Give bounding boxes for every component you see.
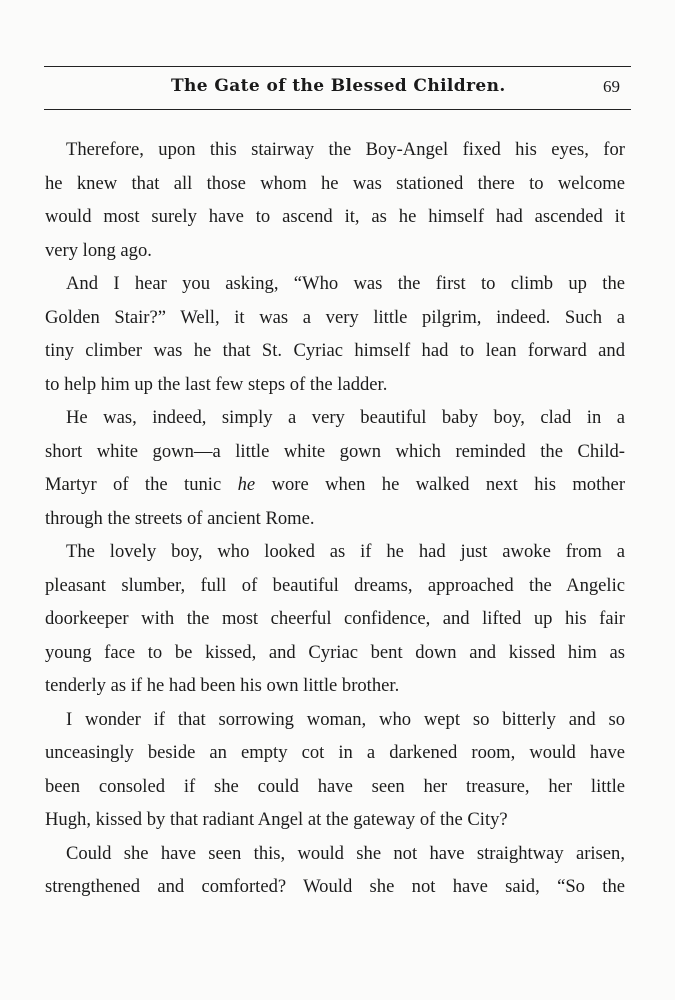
text-line: strengthened and comforted? Would she not have said, “So the [45, 876, 625, 897]
text-line: I wonder if that sorrowing woman, who wept so bitterly and so [66, 708, 625, 730]
paragraph [45, 535, 625, 703]
emphasis: he [237, 474, 256, 495]
text-line: Therefore, upon this stairway the Boy-Angel fixed his eyes, for [66, 139, 625, 160]
text-line: unceasingly beside an empty cot in a darkened room, would have [45, 742, 625, 763]
paragraph [45, 133, 625, 267]
text-line: tenderly as if he had been his own little brother. [45, 675, 400, 696]
paragraph [45, 703, 625, 837]
text-line: Golden Stair?” Well, it was a very little pilgrim, indeed. Such a [45, 306, 625, 328]
page-number: 69 [603, 77, 620, 96]
paragraph [45, 267, 625, 401]
text-line: He was, indeed, simply a very beautiful baby boy, clad in a [66, 407, 625, 428]
text-line: through the streets of ancient Rome. [45, 507, 315, 529]
body-text [45, 133, 625, 904]
header-rule-bottom [44, 109, 631, 110]
running-head [0, 76, 675, 100]
text-line: young face to be kissed, and Cyriac bent down and kissed him as [45, 641, 625, 663]
text-line: would most surely have to ascend it, as he himself had ascended it [45, 206, 625, 227]
text-line: Could she have seen this, would she not have straightway arisen, [66, 842, 625, 864]
text-line: been consoled if she could have seen her treasure, her little [45, 775, 625, 797]
text-line: pleasant slumber, full of beautiful dreams, approached the Angelic [45, 574, 625, 596]
paragraph [45, 837, 625, 904]
text-line: Martyr of the tunic he wore when he walked next his mother [45, 474, 626, 495]
text-line: doorkeeper with the most cheerful confidence, and lifted up his fair [45, 608, 625, 629]
text-line: And I hear you asking, “Who was the first to climb up the [66, 273, 625, 294]
running-title: The Gate of the Blessed Children. [171, 76, 506, 96]
header-rule-top [44, 66, 631, 67]
text-line: tiny climber was he that St. Cyriac himself had to lean forward and [45, 340, 625, 361]
text-line: very long ago. [45, 239, 152, 261]
text-line: short white gown—a little white gown which reminded the Child- [45, 440, 625, 462]
text-line: he knew that all those whom he was stationed there to welcome [45, 172, 625, 194]
paragraph [45, 401, 625, 535]
text-line: to help him up the last few steps of the ladder. [45, 373, 388, 395]
text-line: Hugh, kissed by that radiant Angel at the gateway of the City? [45, 809, 508, 830]
text-line: The lovely boy, who looked as if he had just awoke from a [66, 541, 625, 562]
